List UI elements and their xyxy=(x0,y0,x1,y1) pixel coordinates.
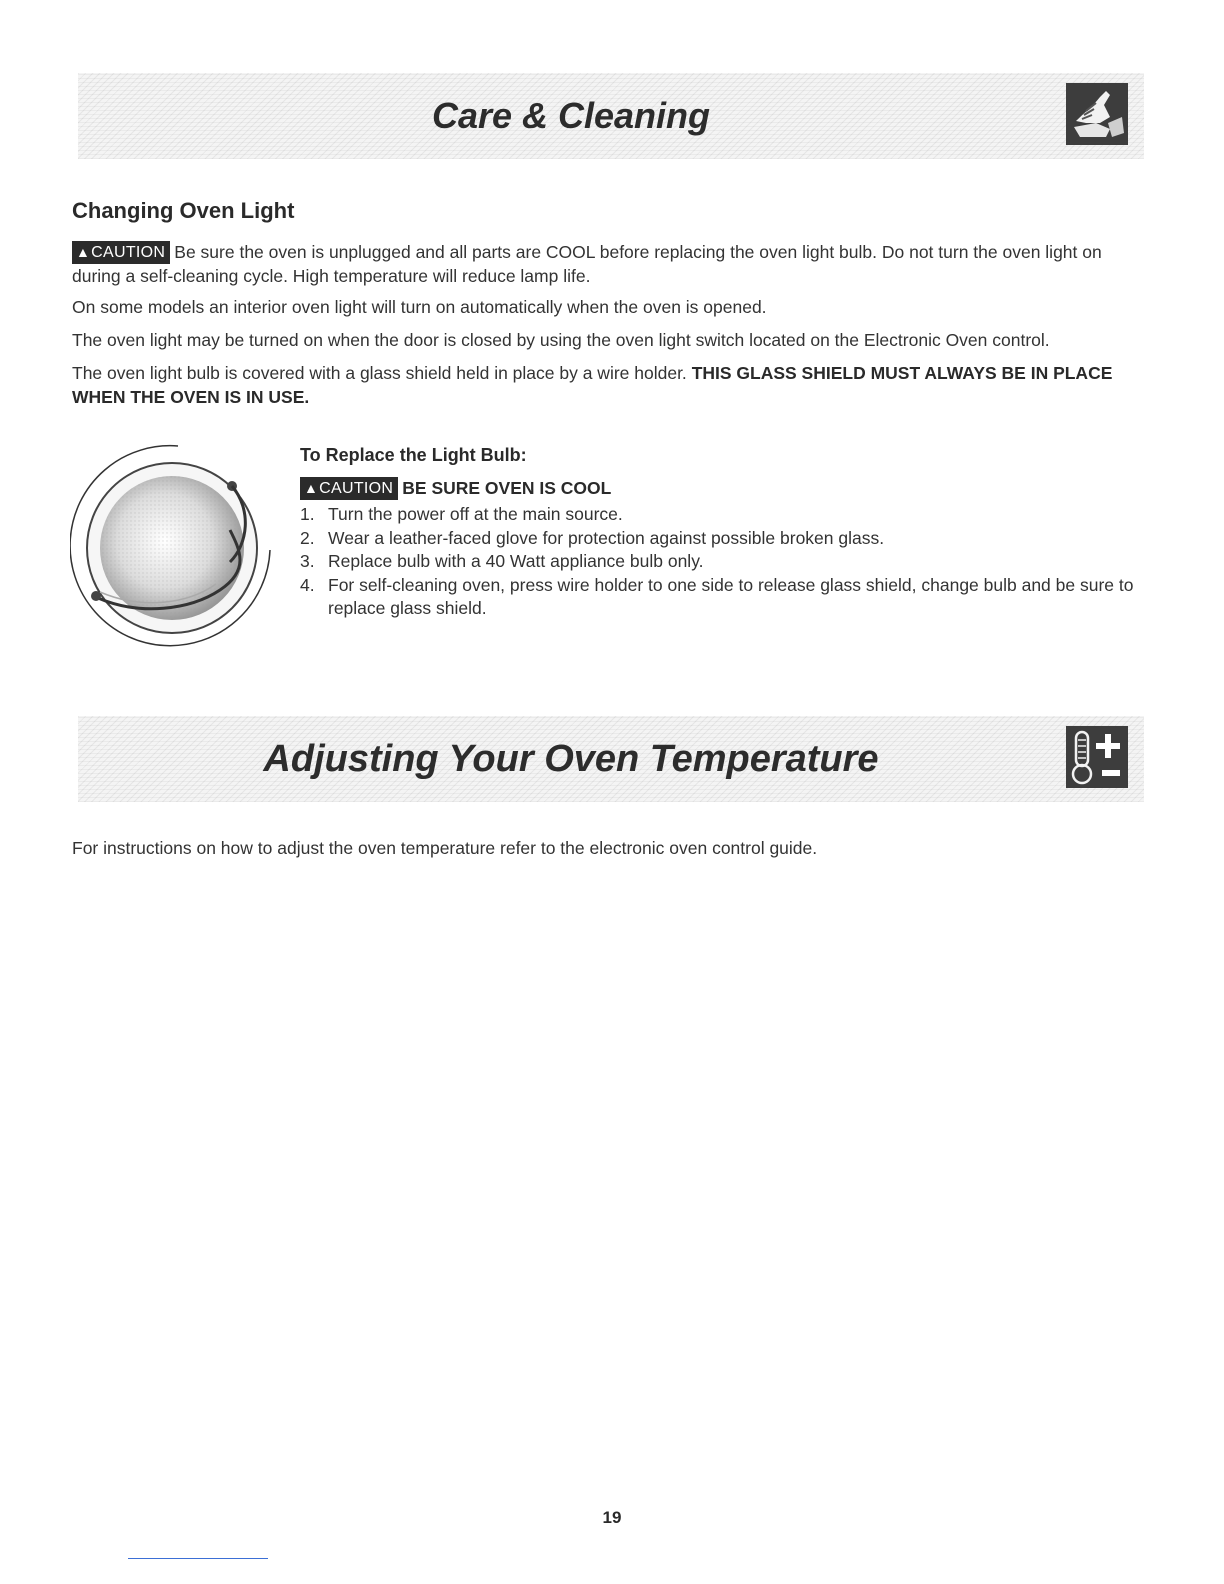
care-cleaning-title: Care & Cleaning xyxy=(431,95,711,136)
page-number: 19 xyxy=(602,1508,622,1527)
replace-bulb-steps xyxy=(300,503,1145,621)
replace-bulb-heading: To Replace the Light Bulb: xyxy=(300,445,527,465)
warning-triangle-icon: ▲ xyxy=(304,480,319,496)
changing-oven-light-heading: Changing Oven Light xyxy=(72,198,295,223)
glass-shield-paragraph: The oven light bulb is covered with a glass shield held in place by a wire holder. THIS GLASS SHIELD MUST ALWAYS BE IN PLACE WHEN THE OVEN IS IN USE. xyxy=(72,363,1113,407)
light-switch-paragraph: The oven light may be turned on when the door is closed by using the oven light switch located on the Electronic Oven control. xyxy=(72,330,1050,350)
list-item: 4. For self-cleaning oven, press wire holder to one side to release glass shield, change bulb and be sure to replace glass shield. xyxy=(300,574,1134,618)
be-sure-cool-text: BE SURE OVEN IS COOL xyxy=(402,478,612,498)
footer-divider xyxy=(128,1558,268,1559)
caution-badge: ▲CAUTION xyxy=(300,477,398,500)
list-item: 1. Turn the power off at the main source. xyxy=(300,504,623,524)
oven-temperature-title: Adjusting Your Oven Temperature xyxy=(263,737,879,780)
temperature-instructions: For instructions on how to adjust the oven temperature refer to the electronic oven control guide. xyxy=(72,838,818,858)
caution-badge: ▲CAUTION xyxy=(72,241,170,264)
auto-light-paragraph: On some models an interior oven light will turn on automatically when the oven is opened. xyxy=(72,297,767,317)
caution-paragraph xyxy=(72,240,1140,288)
replace-caution xyxy=(300,476,611,500)
caution-text: Be sure the oven is unplugged and all parts are COOL before replacing the oven light bulb. Do not turn the oven light on during a self-cleaning cycle. High temperature will reduce lamp life. xyxy=(72,242,1102,286)
list-item: 2. Wear a leather-faced glove for protection against possible broken glass. xyxy=(300,527,885,548)
warning-triangle-icon: ▲ xyxy=(76,244,91,260)
cleaning-hand-icon xyxy=(1066,83,1128,145)
thermometer-plus-minus-icon xyxy=(1066,726,1128,788)
oven-light-illustration xyxy=(70,440,285,655)
list-item: 3. Replace bulb with a 40 Watt appliance bulb only. xyxy=(300,551,704,571)
oven-temperature-banner xyxy=(78,716,1144,802)
care-cleaning-banner xyxy=(78,73,1144,159)
glass-shield-warning: THIS GLASS SHIELD MUST ALWAYS BE IN PLACE WHEN THE OVEN IS IN USE. xyxy=(72,363,1113,407)
